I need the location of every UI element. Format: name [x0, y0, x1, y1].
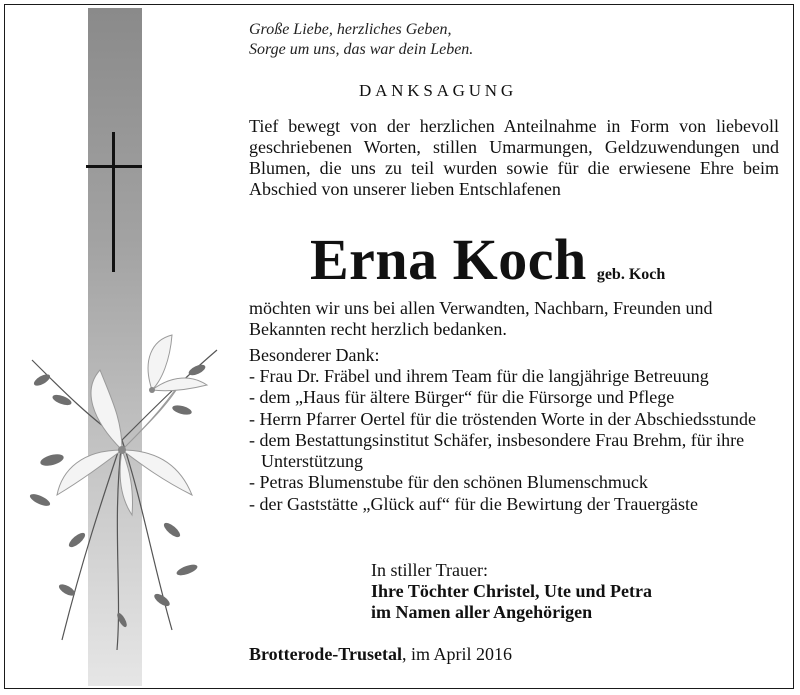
deceased-name-block [310, 226, 665, 293]
motto-line-1: Große Liebe, herzliches Geben, [249, 21, 452, 38]
deceased-name: Erna Koch [310, 227, 587, 292]
thanks-text: möchten wir uns bei allen Verwandten, Nachbarn, Freunden und Bekannten recht herzlich bedanken. [249, 298, 713, 339]
mourners-intro: In stiller Trauer: [371, 560, 488, 580]
lily-flowers-icon [22, 300, 222, 660]
special-thanks-list [249, 366, 779, 515]
intro-text: Tief bewegt von der herzlichen Anteilnahme in Form von liebevoll geschriebenen Worten, stillen Umarmungen, Geldzuwendungen und Blumen, die uns zu teil wurden sowie für die erwiesene Ehre beim Abschied von unserer lieben Entschlafenen [249, 116, 779, 199]
mourners-line-2: im Namen aller Angehörigen [371, 602, 593, 622]
list-item: - der Gaststätte „Glück auf“ für die Bewirtung der Trauergäste [249, 493, 699, 514]
place-date-text: , im April 2016 [401, 644, 512, 664]
list-item: - Frau Dr. Fräbel und ihrem Team für die langjährige Betreuung [249, 366, 709, 386]
list-item: - Petras Blumenstube für den schönen Blumenschmuck [249, 472, 648, 493]
motto-line-2: Sorge um uns, das war dein Leben. [249, 41, 474, 58]
mourners-block [371, 560, 652, 623]
list-item: - Herrn Pfarrer Oertel für die tröstenden Worte in der Abschiedsstunde [249, 408, 757, 429]
birth-name: geb. Koch [596, 266, 666, 283]
heading: DANKSAGUNG [359, 81, 517, 100]
place-town: Brotterode-Trusetal [249, 644, 402, 664]
cross-icon [86, 132, 142, 272]
list-item: - dem „Haus für ältere Bürger“ für die Fürsorge und Pflege [249, 387, 675, 408]
motto [249, 20, 473, 60]
list-item: - dem Bestattungsinstitut Schäfer, insbesondere Frau Brehm, für ihre Unterstützung [249, 429, 745, 472]
place-date [249, 644, 512, 665]
mourners-line-1: Ihre Töchter Christel, Ute und Petra [371, 581, 652, 601]
special-thanks-label: Besonderer Dank: [249, 345, 380, 365]
